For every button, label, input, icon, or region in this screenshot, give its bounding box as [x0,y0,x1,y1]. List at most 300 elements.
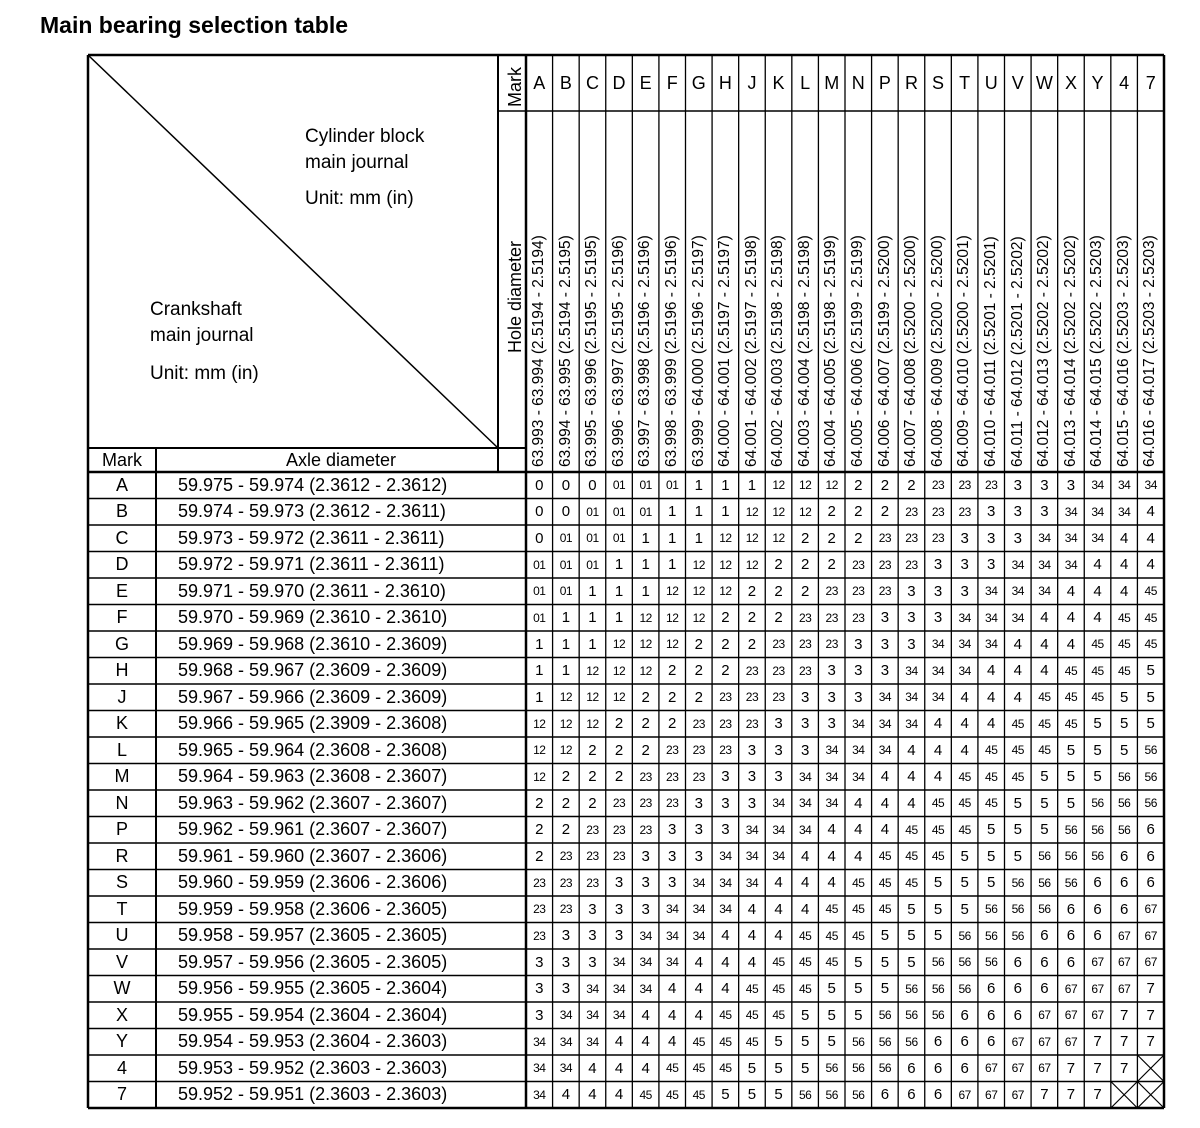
bearing-grade-cell: 2 [614,768,624,786]
bearing-grade-cell: 5 [987,847,996,865]
bearing-grade-cell: 45 [719,1061,732,1076]
bearing-grade-cell: 6 [1119,874,1129,892]
bearing-grade-cell: 6 [960,1033,969,1051]
row-mark: R [115,845,129,866]
bearing-grade-cell: 45 [1064,716,1078,731]
bearing-grade-cell: 2 [774,556,783,574]
bearing-grade-cell: 56 [985,928,998,943]
bearing-grade-cell: 4 [614,1086,624,1104]
bearing-grade-cell: 4 [774,900,783,918]
bearing-grade-cell: 2 [614,741,624,759]
bearing-grade-cell: 45 [772,955,785,970]
bearing-grade-cell: 67 [958,1087,971,1102]
bearing-grade-cell: 45 [878,902,892,917]
bearing-grade-cell: 3 [1013,529,1022,547]
bearing-grade-cell: 45 [745,1008,759,1023]
bearing-grade-cell: 3 [588,900,597,918]
bearing-grade-cell: 23 [639,796,652,811]
hole-diameter-header: Hole diameter [505,240,525,353]
bearing-grade-cell: 34 [798,769,812,784]
bearing-grade-cell: 45 [639,1087,652,1102]
bearing-grade-cell: 45 [798,955,812,970]
bearing-grade-cell: 67 [1038,1034,1051,1049]
bearing-grade-cell: 12 [772,531,785,546]
bearing-grade-cell: 23 [958,504,971,519]
bearing-grade-cell: 4 [694,980,703,998]
bearing-grade-cell: 3 [800,741,810,759]
bearing-grade-cell: 1 [668,529,677,547]
bearing-grade-cell: 2 [641,688,650,706]
bearing-grade-cell: 3 [960,556,969,574]
bearing-grade-cell: 6 [960,1059,969,1077]
bearing-grade-cell: 12 [666,584,679,599]
bearing-grade-cell: 1 [588,582,597,600]
bearing-grade-cell: 4 [880,821,890,839]
bearing-grade-cell: 5 [1093,715,1102,733]
bearing-grade-cell: 1 [668,556,677,574]
bearing-grade-cell: 34 [1038,531,1051,546]
bearing-grade-cell: 56 [878,1008,892,1023]
bearing-grade-cell: 1 [614,609,624,627]
bearing-grade-cell: 34 [825,769,838,784]
bearing-grade-cell: 12 [586,690,599,705]
row-axle-diameter: 59.957 - 59.956 (2.3605 - 2.3605) [178,951,448,972]
column-mark: F [666,72,678,93]
bearing-grade-cell: 34 [985,584,998,599]
bearing-grade-cell: 45 [1038,716,1051,731]
column-mark: L [800,72,811,93]
bearing-grade-cell: 67 [1038,1008,1051,1023]
column-mark: J [747,72,757,93]
bearing-grade-cell: 5 [1093,741,1102,759]
bearing-grade-cell: 6 [933,1086,943,1104]
bearing-grade-cell: 56 [1064,849,1078,864]
bearing-grade-cell: 23 [745,663,759,678]
row-mark: F [116,607,128,628]
bearing-grade-cell: 1 [747,476,757,494]
bearing-grade-cell: 4 [1146,529,1155,547]
row-axle-diameter: 59.969 - 59.968 (2.3610 - 2.3609) [178,633,448,654]
bearing-grade-cell: 2 [721,662,730,680]
bearing-grade-cell: 45 [905,875,918,890]
column-hole-diameter: 64.000 - 64.001 (2.5197 - 2.5197) [716,235,734,467]
bearing-grade-cell: 1 [561,635,571,653]
bearing-grade-cell: 0 [535,529,544,547]
bearing-grade-cell: 6 [1040,980,1049,998]
bearing-grade-cell: 45 [985,769,998,784]
bearing-grade-cell: 4 [774,874,783,892]
bearing-grade-cell: 45 [719,1008,732,1023]
bearing-grade-cell: 34 [639,928,652,943]
bearing-grade-cell: 23 [878,557,892,572]
bearing-grade-cell: 2 [907,476,916,494]
bearing-grade-cell: 6 [1013,980,1022,998]
row-mark: J [117,686,127,707]
bearing-grade-cell: 5 [1119,688,1129,706]
bearing-grade-cell: 2 [827,503,836,521]
bearing-grade-cell: 4 [668,1033,677,1051]
bearing-grade-cell: 23 [586,849,599,864]
bearing-grade-cell: 34 [878,690,892,705]
bearing-grade-cell: 12 [719,584,732,599]
column-mark: E [639,72,652,93]
bearing-grade-cell: 34 [719,875,732,890]
bearing-grade-cell: 34 [958,610,971,625]
bearing-grade-cell: 3 [774,768,783,786]
column-mark: N [851,72,865,93]
bearing-grade-cell: 01 [586,531,599,546]
bearing-grade-cell: 67 [985,1061,998,1076]
bearing-grade-cell: 34 [533,1034,546,1049]
bearing-grade-cell: 4 [721,980,730,998]
bearing-grade-cell: 4 [800,847,810,865]
bearing-grade-cell: 4 [933,715,943,733]
bearing-grade-cell: 1 [668,503,677,521]
bearing-grade-cell: 45 [772,981,785,996]
bearing-grade-cell: 01 [586,557,599,572]
bearing-grade-cell: 5 [800,1006,810,1024]
bearing-grade-cell: 12 [533,716,546,731]
bearing-grade-cell: 5 [800,1059,810,1077]
row-mark: H [115,660,129,681]
bearing-grade-cell: 45 [692,1034,705,1049]
row-axle-diameter: 59.960 - 59.959 (2.3606 - 2.3606) [178,872,448,893]
bearing-grade-cell: 34 [719,849,732,864]
bearing-grade-cell: 3 [987,529,996,547]
bearing-grade-cell: 45 [825,902,838,917]
bearing-grade-cell: 45 [798,981,812,996]
bearing-grade-cell: 4 [588,1059,597,1077]
bearing-grade-cell: 34 [852,769,865,784]
bearing-grade-cell: 3 [694,847,703,865]
bearing-grade-cell: 5 [747,1059,757,1077]
bearing-grade-cell: 12 [666,637,679,652]
row-axle-diameter: 59.952 - 59.951 (2.3603 - 2.3603) [178,1084,448,1105]
column-hole-diameter: 64.016 - 64.017 (2.5203 - 2.5203) [1141,235,1159,467]
bearing-grade-cell: 2 [880,476,890,494]
bearing-grade-cell: 3 [774,715,783,733]
bearing-grade-cell: 2 [694,662,703,680]
bearing-grade-cell: 1 [535,662,544,680]
bearing-grade-cell: 12 [639,637,652,652]
bearing-grade-cell: 56 [985,902,998,917]
bearing-grade-cell: 23 [586,875,599,890]
column-hole-diameter: 64.006 - 64.007 (2.5199 - 2.5200) [875,235,893,467]
bearing-grade-cell: 56 [852,1034,865,1049]
bearing-grade-cell: 7 [1040,1086,1049,1104]
bearing-grade-cell: 1 [535,688,544,706]
bearing-grade-cell: 56 [852,1061,865,1076]
bearing-grade-cell: 4 [774,927,783,945]
bearing-grade-cell: 4 [827,847,836,865]
bearing-grade-cell: 3 [880,635,890,653]
bearing-grade-cell: 56 [931,981,945,996]
bearing-grade-cell: 45 [958,796,971,811]
bearing-grade-cell: 2 [854,529,863,547]
bearing-grade-cell: 45 [719,1034,732,1049]
bearing-grade-cell: 56 [1011,875,1024,890]
bearing-grade-cell: 56 [958,955,971,970]
bearing-grade-cell: 12 [586,716,599,731]
row-mark: P [115,819,128,840]
bearing-grade-cell: 45 [958,822,971,837]
bearing-grade-cell: 1 [694,529,703,547]
bearing-grade-cell: 3 [987,503,996,521]
bearing-grade-cell: 23 [559,875,573,890]
bearing-grade-cell: 4 [907,794,916,812]
bearing-grade-cell: 01 [666,478,679,493]
bearing-grade-cell: 2 [668,688,677,706]
bearing-grade-cell: 12 [692,557,705,572]
column-hole-diameter: 64.003 - 64.004 (2.5198 - 2.5198) [795,235,813,467]
bearing-grade-cell: 3 [907,635,916,653]
bearing-grade-cell: 4 [561,1086,571,1104]
bearing-grade-cell: 01 [612,504,626,519]
bearing-grade-cell: 34 [1117,478,1131,493]
bearing-grade-cell: 23 [692,716,705,731]
bearing-grade-cell: 56 [825,1061,838,1076]
bearing-grade-cell: 23 [958,478,971,493]
bearing-grade-cell: 34 [798,822,812,837]
column-mark: V [1011,72,1024,93]
bearing-grade-cell: 7 [1119,1006,1129,1024]
bearing-grade-cell: 23 [772,637,785,652]
bearing-grade-cell: 3 [907,582,916,600]
bearing-grade-cell: 4 [1093,582,1102,600]
bearing-grade-cell: 45 [745,1034,759,1049]
bearing-grade-cell: 4 [747,953,757,971]
bearing-grade-cell: 5 [774,1086,783,1104]
bearing-grade-cell: 12 [772,504,785,519]
bearing-grade-cell: 7 [1119,1033,1129,1051]
bearing-grade-cell: 2 [561,821,571,839]
bearing-grade-cell: 12 [612,663,626,678]
row-axle-diameter: 59.962 - 59.961 (2.3607 - 2.3607) [178,819,448,840]
bearing-grade-cell: 4 [694,953,703,971]
bearing-grade-cell: 4 [747,927,757,945]
column-hole-diameter: 64.007 - 64.008 (2.5200 - 2.5200) [902,235,920,467]
bearing-grade-cell: 56 [1117,822,1131,837]
column-mark: G [691,72,706,93]
bearing-grade-cell: 4 [1093,556,1102,574]
bearing-grade-cell: 45 [1144,584,1157,599]
bearing-grade-cell: 4 [854,847,863,865]
bearing-grade-cell: 34 [1091,478,1104,493]
bearing-grade-cell: 1 [535,635,544,653]
bearing-grade-cell: 45 [958,769,971,784]
bearing-grade-cell: 45 [878,875,892,890]
bearing-grade-cell: 5 [721,1086,730,1104]
bearing-grade-cell: 4 [1040,609,1049,627]
bearing-grade-cell: 56 [1091,796,1104,811]
bearing-grade-cell: 23 [559,902,573,917]
row-axle-diameter: 59.973 - 59.972 (2.3611 - 2.3611) [178,527,445,548]
bearing-grade-cell: 01 [533,584,546,599]
bearing-grade-cell: 5 [880,927,890,945]
bearing-grade-cell: 6 [987,1006,996,1024]
bearing-grade-cell: 34 [1011,557,1024,572]
bearing-grade-cell: 56 [1144,769,1157,784]
bearing-grade-cell: 3 [588,927,597,945]
bearing-grade-cell: 56 [985,955,998,970]
bearing-grade-cell: 23 [666,769,679,784]
bearing-grade-cell: 3 [641,874,650,892]
bearing-grade-cell: 2 [827,529,836,547]
axle-diameter-header: Axle diameter [285,449,397,470]
bearing-grade-cell: 3 [747,741,757,759]
row-axle-diameter: 59.975 - 59.974 (2.3612 - 2.3612) [178,474,448,495]
bearing-grade-cell: 6 [1066,900,1076,918]
bearing-grade-cell: 34 [1064,557,1078,572]
bearing-grade-cell: 3 [827,715,836,733]
bearing-grade-cell: 1 [614,582,624,600]
bearing-grade-cell: 34 [905,690,918,705]
bearing-grade-cell: 23 [586,822,599,837]
bearing-grade-cell: 56 [905,1008,918,1023]
row-axle-diameter: 59.959 - 59.958 (2.3606 - 2.3605) [178,898,448,919]
row-axle-diameter: 59.956 - 59.955 (2.3605 - 2.3604) [178,978,448,999]
bearing-grade-cell: 56 [958,928,971,943]
column-mark-header: Mark [505,67,525,107]
row-mark: V [115,951,128,972]
bearing-grade-cell: 23 [825,584,838,599]
row-mark: A [115,474,128,495]
row-axle-diameter: 59.955 - 59.954 (2.3604 - 2.3604) [178,1004,448,1025]
bearing-grade-cell: 56 [958,981,971,996]
bearing-grade-cell: 56 [1038,849,1051,864]
bearing-grade-cell: 45 [905,822,918,837]
bearing-grade-cell: 45 [985,796,998,811]
row-axle-diameter: 59.966 - 59.965 (2.3909 - 2.3608) [178,713,448,734]
bearing-grade-cell: 34 [612,1008,626,1023]
bearing-grade-cell: 01 [586,504,599,519]
bearing-grade-cell: 7 [1119,1059,1129,1077]
row-mark: X [115,1004,128,1025]
bearing-grade-cell: 5 [1066,741,1076,759]
bearing-grade-cell: 45 [1064,690,1078,705]
bearing-grade-cell: 5 [1119,715,1129,733]
bearing-grade-cell: 34 [985,610,998,625]
bearing-grade-cell: 4 [614,1059,624,1077]
column-hole-diameter: 64.011 - 64.012 (2.5201 - 2.5202) [1008,236,1026,467]
bearing-grade-cell: 56 [1091,822,1104,837]
column-hole-diameter: 63.996 - 63.997 (2.5195 - 2.5196) [609,235,627,467]
bearing-grade-cell: 6 [933,1059,943,1077]
bearing-grade-cell: 6 [1040,953,1049,971]
bearing-grade-cell: 4 [827,874,836,892]
bearing-grade-cell: 56 [1117,796,1131,811]
bearing-grade-cell: 5 [854,1006,863,1024]
bearing-grade-cell: 34 [666,955,679,970]
bearing-grade-cell: 4 [1119,529,1129,547]
bearing-grade-cell: 34 [905,716,918,731]
bearing-grade-cell: 6 [1093,927,1102,945]
page-title: Main bearing selection table [40,12,349,38]
column-hole-diameter: 64.009 - 64.010 (2.5200 - 2.5201) [955,235,973,467]
bearing-grade-cell: 34 [1064,504,1078,519]
bearing-grade-cell: 34 [958,663,971,678]
bearing-grade-cell: 12 [745,531,759,546]
bearing-grade-cell: 6 [1013,953,1022,971]
bearing-grade-cell: 12 [719,531,732,546]
bearing-grade-cell: 12 [692,584,705,599]
bearing-grade-cell: 5 [1066,794,1076,812]
bearing-grade-cell: 4 [641,1059,650,1077]
bearing-grade-cell: 5 [880,953,890,971]
column-hole-diameter: 63.997 - 63.998 (2.5196 - 2.5196) [636,235,654,467]
bearing-grade-cell: 6 [987,1033,996,1051]
bearing-grade-cell: 1 [588,635,597,653]
bearing-grade-cell: 5 [800,1033,810,1051]
row-mark: 4 [116,1057,127,1078]
bearing-grade-cell: 34 [559,1061,573,1076]
bearing-grade-cell: 23 [533,928,546,943]
bearing-grade-cell: 5 [933,874,943,892]
bearing-grade-cell: 34 [878,716,892,731]
bearing-grade-cell: 3 [721,821,730,839]
bearing-grade-cell: 45 [825,955,838,970]
bearing-grade-cell: 23 [666,743,679,758]
bearing-grade-cell: 2 [827,556,836,574]
bearing-grade-cell: 4 [907,741,916,759]
column-hole-diameter: 64.005 - 64.006 (2.5199 - 2.5199) [849,235,866,467]
bearing-grade-cell: 1 [641,556,650,574]
bearing-grade-cell: 45 [852,875,865,890]
column-mark: M [824,72,840,93]
bearing-grade-cell: 23 [825,637,838,652]
bearing-grade-cell: 12 [639,610,652,625]
bearing-grade-cell: 12 [639,663,652,678]
bearing-grade-cell: 34 [825,796,838,811]
row-mark: T [116,898,128,919]
bearing-grade-cell: 0 [535,503,544,521]
bearing-grade-cell: 56 [1144,796,1157,811]
bearing-grade-cell: 23 [772,690,785,705]
bearing-grade-cell: 4 [1040,635,1049,653]
bearing-grade-cell: 2 [535,847,544,865]
bearing-grade-cell: 34 [1038,584,1051,599]
bearing-grade-cell: 4 [907,768,916,786]
bearing-grade-cell: 4 [1013,662,1022,680]
bearing-grade-cell: 34 [559,1008,573,1023]
bearing-grade-cell: 56 [878,1034,892,1049]
bearing-grade-cell: 2 [747,609,757,627]
bearing-grade-cell: 34 [905,663,918,678]
column-mark: S [932,72,945,93]
row-axle-diameter: 59.967 - 59.966 (2.3609 - 2.3609) [178,686,448,707]
bearing-grade-cell: 3 [694,794,703,812]
bearing-grade-cell: 4 [721,927,730,945]
bearing-grade-cell: 67 [1064,981,1078,996]
bearing-grade-cell: 7 [1093,1059,1102,1077]
bearing-grade-cell: 23 [852,557,865,572]
bearing-grade-cell: 5 [1013,821,1022,839]
bearing-grade-cell: 1 [694,476,703,494]
bearing-grade-cell: 34 [586,981,599,996]
row-axle-diameter: 59.972 - 59.971 (2.3611 - 2.3611) [178,554,445,575]
bearing-grade-cell: 3 [1040,503,1049,521]
bearing-grade-cell: 3 [668,821,677,839]
bearing-grade-cell: 67 [1091,955,1104,970]
bearing-grade-cell: 23 [559,849,573,864]
bearing-grade-cell: 12 [798,478,812,493]
bearing-grade-cell: 45 [1091,637,1104,652]
bearing-grade-cell: 3 [933,556,943,574]
bearing-grade-cell: 3 [535,953,544,971]
bearing-grade-cell: 34 [745,822,759,837]
bearing-grade-cell: 3 [561,927,571,945]
bearing-grade-cell: 3 [880,662,890,680]
